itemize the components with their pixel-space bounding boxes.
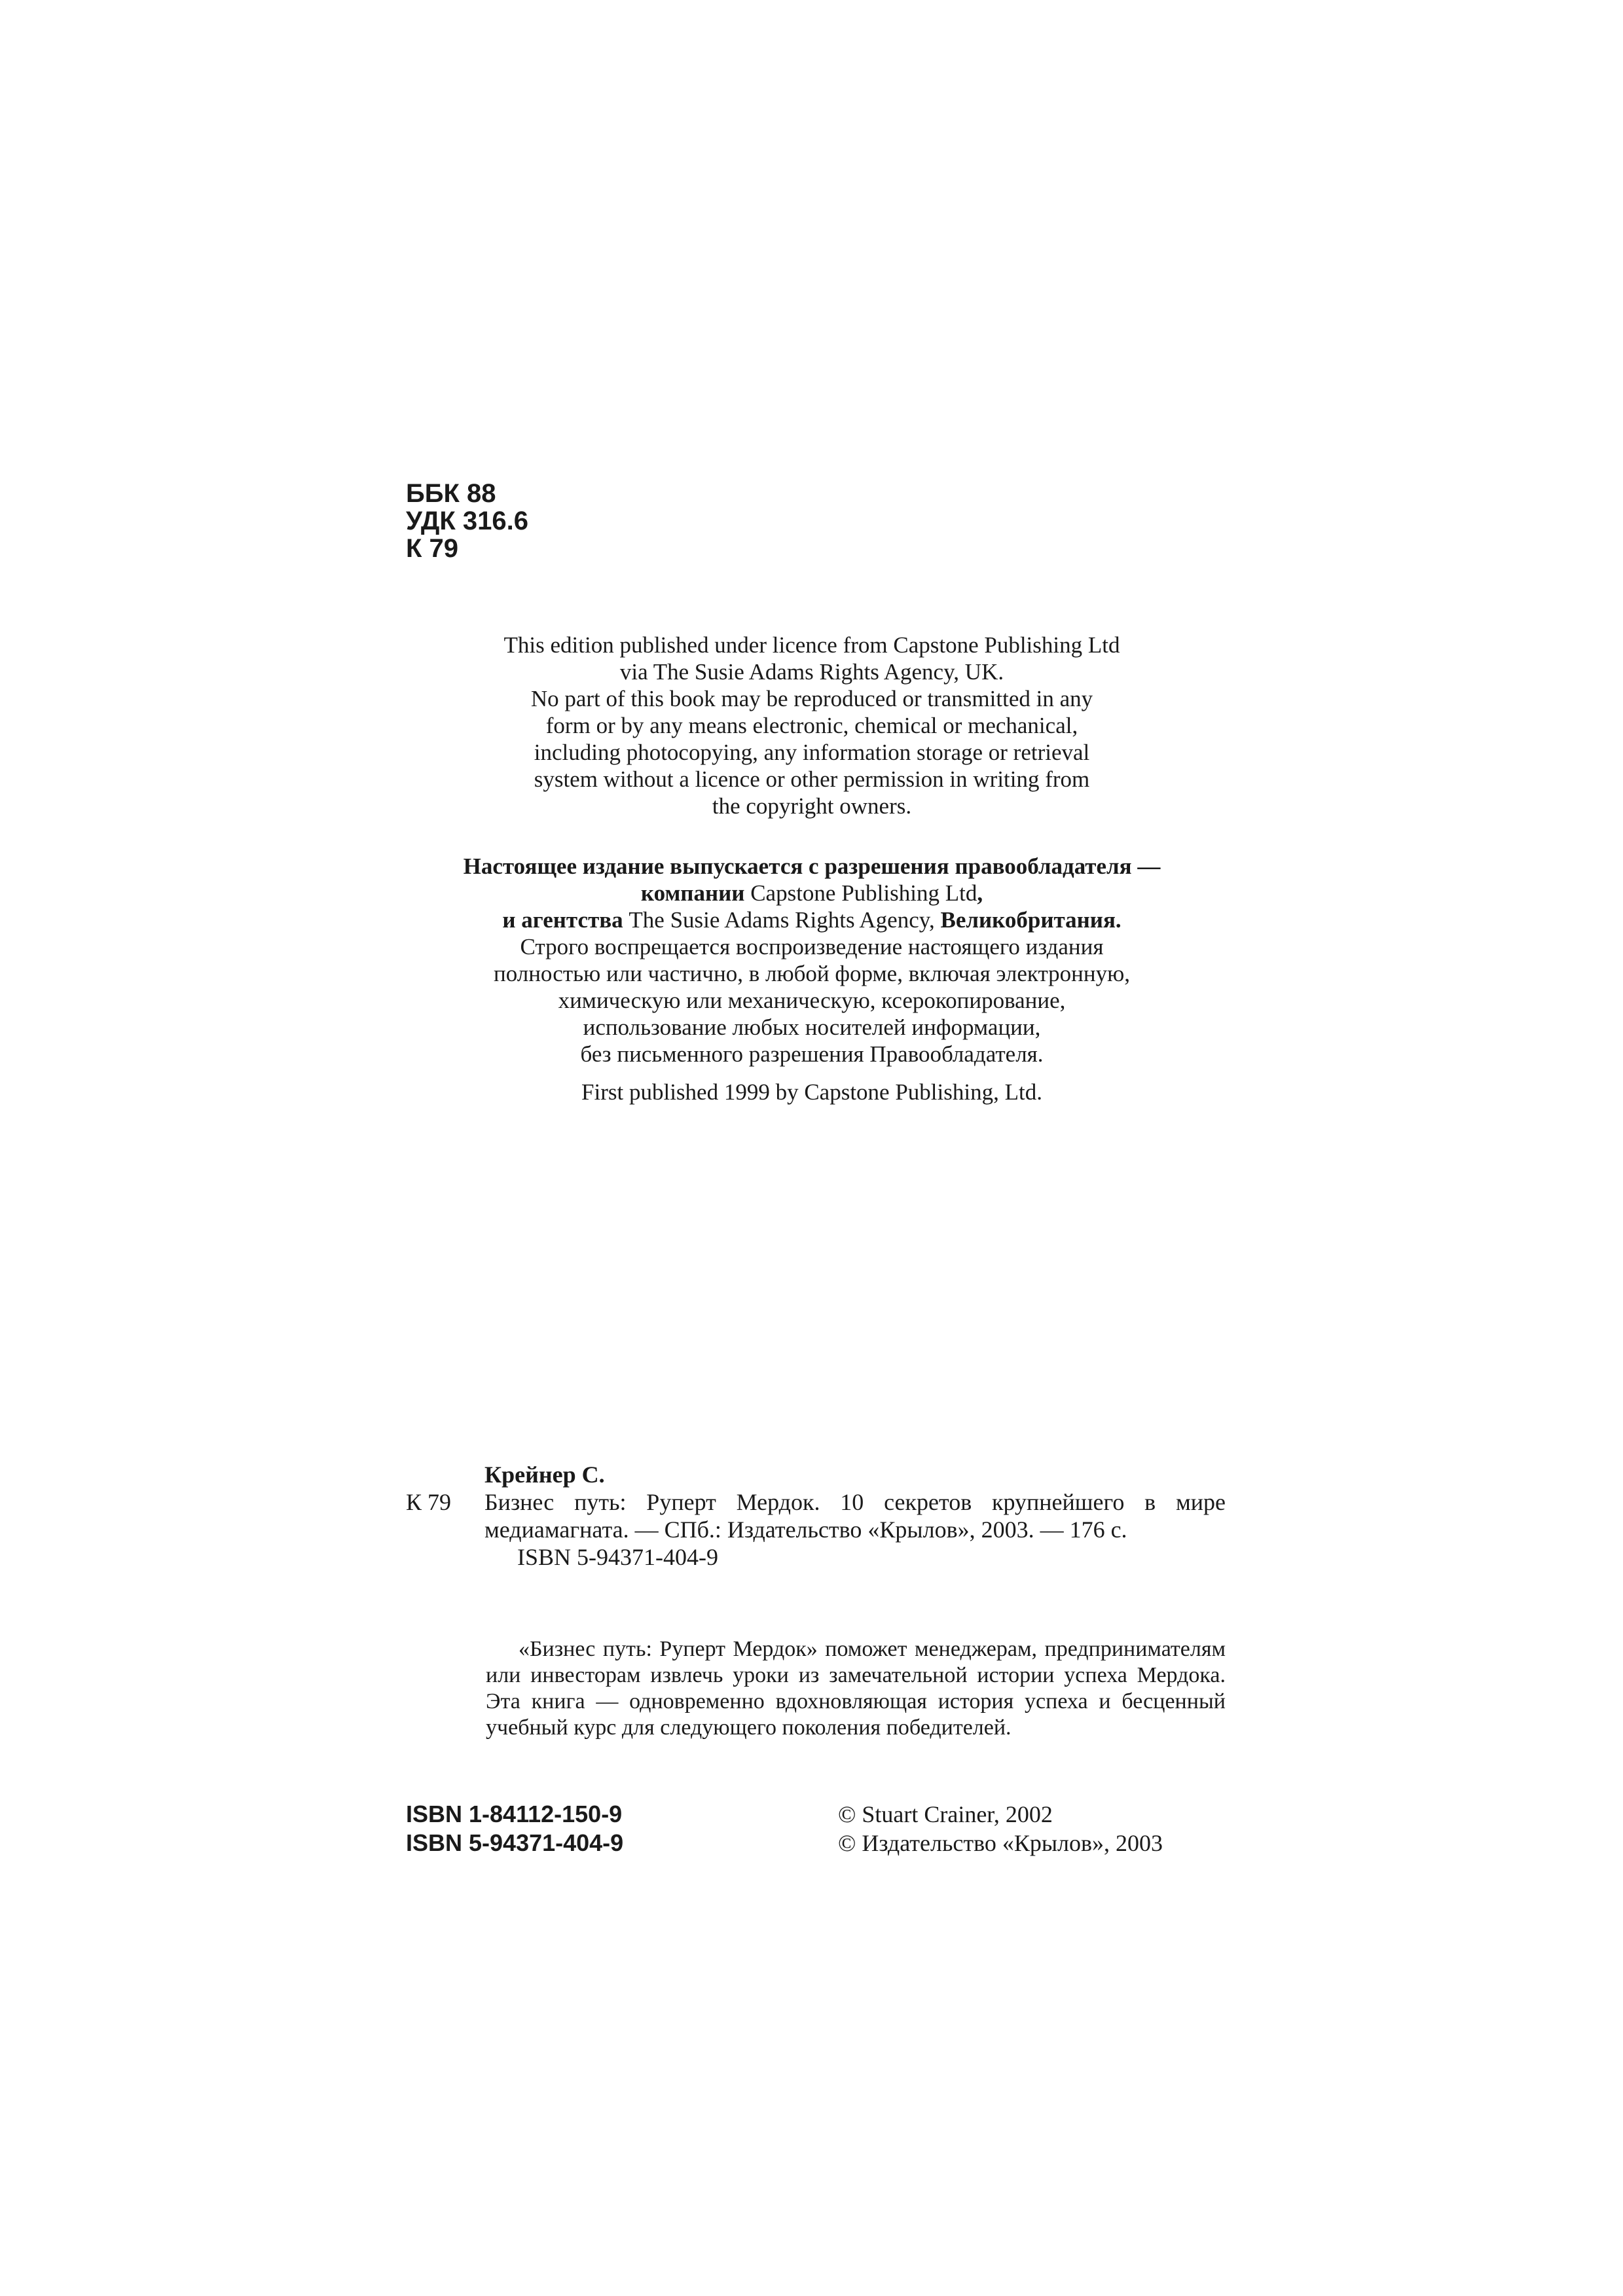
copyright-item: © Издательство «Крылов», 2003 [838, 1830, 1163, 1856]
licence-en-line: the copyright owners. [712, 793, 912, 819]
card-isbn: ISBN 5-94371-404-9 [517, 1544, 718, 1570]
copyright-list [838, 1800, 1163, 1857]
licence-ru-bold: Великобритания. [940, 907, 1122, 933]
licence-english [380, 632, 1244, 819]
licence-ru-bold: компании [640, 880, 745, 906]
licence-ru-bold: , [977, 880, 983, 906]
copyright-item: © Stuart Crainer, 2002 [838, 1801, 1053, 1827]
licence-en-line: system without a licence or other permission in writing from [534, 766, 1090, 792]
licence-ru-line: без письменного разрешения Правообладателя. [580, 1041, 1044, 1067]
isbn-item: ISBN 1-84112-150-9 [406, 1801, 623, 1827]
card-bibliographic-description: Бизнес путь: Руперт Мердок. 10 секретов крупнейшего в мире медиамагната. — СПб.: Издательство «Крылов», 2003. — 176 с. [484, 1489, 1226, 1543]
first-published [380, 1079, 1244, 1105]
licence-en-line: via The Susie Adams Rights Agency, UK. [619, 659, 1004, 685]
udk-code: УДК 316.6 [406, 507, 528, 535]
isbn-list [406, 1800, 623, 1857]
licence-en-line: including photocopying, any information storage or retrieval [534, 740, 1090, 765]
licence-ru-line: полностью или частично, в любой форме, включая электронную, [493, 961, 1131, 986]
annotation: «Бизнес путь: Руперт Мердок» поможет менеджерам, предпринимателям или инвесторам извлечь уроки из замечательной истории успеха Мердока. Эта книга — одновременно вдохновляющая история успеха и бесценный учебный курс для следующего поколения победителей. [486, 1637, 1226, 1740]
licence-ru-line [380, 880, 1244, 906]
licence-ru-bold: и агентства [502, 907, 623, 933]
licence-ru-line: использование любых носителей информации, [583, 1014, 1041, 1040]
author-mark: К 79 [406, 534, 459, 563]
licence-en-line: This edition published under licence from Capstone Publishing Ltd [503, 632, 1120, 658]
licence-ru-plain: Capstone Publishing Ltd [744, 880, 977, 906]
licence-ru-plain: The Susie Adams Rights Agency, [623, 907, 941, 933]
bbk-code: ББК 88 [406, 479, 496, 508]
isbn-item: ISBN 5-94371-404-9 [406, 1829, 624, 1856]
licence-ru-line: химическую или механическую, ксерокопирование, [558, 988, 1066, 1013]
card-code: К 79 [406, 1489, 452, 1515]
licence-en-line: form or by any means electronic, chemical or mechanical, [545, 713, 1078, 738]
card-author: Крейнер С. [484, 1462, 605, 1488]
licence-en-line: No part of this book may be reproduced or transmitted in any [530, 686, 1093, 711]
licence-ru-line: Строго воспрещается воспроизведение настоящего издания [520, 934, 1104, 960]
licence-ru-line [380, 906, 1244, 933]
catalog-card [406, 1461, 1226, 1571]
licence-ru-line: Настоящее издание выпускается с разрешения правообладателя — [463, 853, 1161, 879]
licence-russian [380, 853, 1244, 1067]
first-published-text: First published 1999 by Capstone Publishing, Ltd. [581, 1079, 1042, 1105]
classification-block [406, 480, 528, 562]
